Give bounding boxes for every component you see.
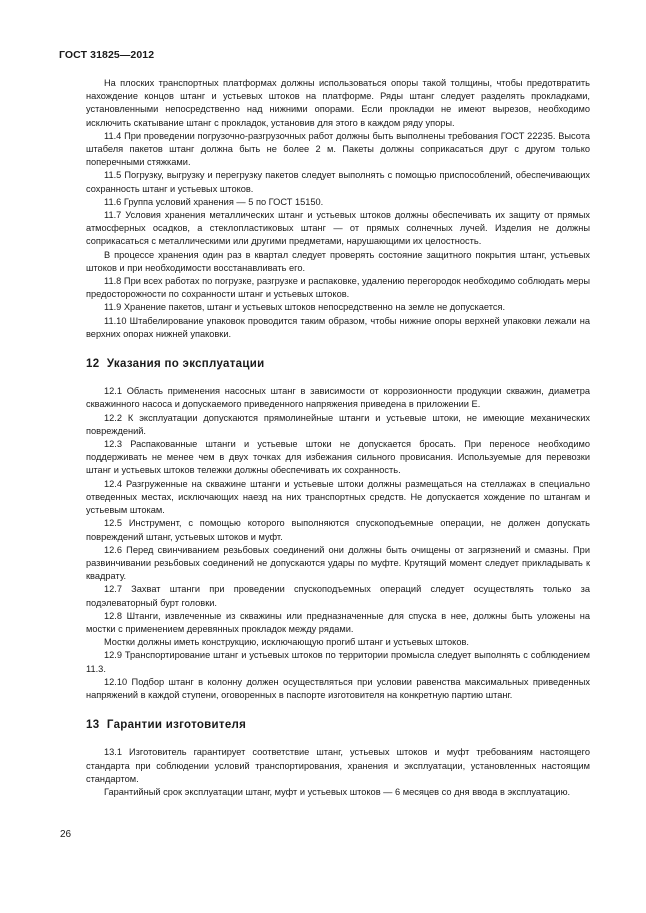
paragraph-12-8-bridges: Мостки должны иметь конструкцию, исключающую прогиб штанг и устьевых штоков. xyxy=(104,637,469,648)
paragraph-11-5: 11.5 Погрузку, выгрузку и перегрузку пакетов следует выполнять с помощью приспособлений, обеспечивающих сохранность штанг и устьевых штоков. xyxy=(86,170,590,194)
section-12-heading xyxy=(86,358,590,371)
document-code-header: ГОСТ 31825—2012 xyxy=(59,49,155,61)
paragraph-12-5: 12.5 Инструмент, с помощью которого выполняются спускоподъемные операции, не должен допускать повреждений штанг, устьевых штоков и муфт. xyxy=(86,518,590,542)
paragraph-11-10: 11.10 Штабелирование упаковок проводится таким образом, чтобы нижние опоры верхней упаковки лежали на верхних опорах нижней упаковки. xyxy=(86,315,590,339)
section-13-title: Гарантии изготовителя xyxy=(106,719,247,732)
paragraph-12-7: 12.7 Захват штанги при проведении спускоподъемных операций следует осуществлять только за подэлеваторный бурт головки. xyxy=(86,584,590,608)
document-body xyxy=(86,77,590,799)
paragraph-11-4: 11.4 При проведении погрузочно-разгрузочных работ должны быть выполнены требования ГОСТ 22235. Высота штабеля пакетов штанг должна быть не более 2 м. Пакеты должны соприкасаться друг с другом только поперечными стяжками. xyxy=(86,130,590,168)
paragraph-12-9: 12.9 Транспортирование штанг и устьевых штоков по территории промысла следует выполнять с соблюдением 11.3. xyxy=(86,650,590,674)
paragraph-12-2: 12.2 К эксплуатации допускаются прямолинейные штанги и устьевые штоки, не имеющие механических повреждений. xyxy=(86,412,590,436)
paragraph-12-6: 12.6 Перед свинчиванием резьбовых соединений они должны быть очищены от загрязнений и смазны. При развинчивании резьбовых соединений не допускаются удары по муфте. Крутящий момент следует прикладывать к квадрату. xyxy=(86,544,590,582)
paragraph-12-4: 12.4 Разгруженные на скважине штанги и устьевые штоки должны размещаться на стеллажах в специально отведенных местах, исключающих наезд на них транспортных средств. Не допускается хождение по штангам и устьевым штокам. xyxy=(86,478,590,516)
section-12-number: 12 xyxy=(86,358,100,371)
paragraph-12-1: 12.1 Область применения насосных штанг в зависимости от коррозионности продукции скважин, диаметра скважинного насоса и допускаемого приведенного напряжения приведена в приложении Е. xyxy=(86,386,590,410)
paragraph-13-1: 13.1 Изготовитель гарантирует соответствие штанг, устьевых штоков и муфт требованиям настоящего стандарта при соблюдении условий транспортирования, хранения и эксплуатации, установленных настоящим стандартом. xyxy=(86,747,590,784)
paragraph-11-3-cont: На плоских транспортных платформах должны использоваться опоры такой толщины, чтобы предотвратить нахождение концов штанг и устьевых штоков на платформе. Ряды штанг следует разделять прокладками, установленными непосредственно над нижними опорами. Если прокладки не имеют вырезов, необходимо исключить скатывание штанг с прокладок, установив для этого в каждом ряду упоры. xyxy=(86,78,590,128)
paragraph-11-7: 11.7 Условия хранения металлических штанг и устьевых штоков должны обеспечивать их защиту от прямых атмосферных осадков, а стеклопластиковых штанг — от прямых солнечных лучей. Изделия не должны соприкасаться с металлическими или другими предметами, нарушающими их целостность. xyxy=(86,210,590,247)
section-12-title: Указания по эксплуатации xyxy=(106,358,265,371)
paragraph-12-8: 12.8 Штанги, извлеченные из скважины или предназначенные для спуска в нее, должны быть уложены на мостки с применением деревянных прокладок между рядами. xyxy=(86,610,590,634)
paragraph-13-warranty: Гарантийный срок эксплуатации штанг, муфт и устьевых штоков — 6 месяцев со дня ввода в эксплуатацию. xyxy=(104,786,571,797)
page-number: 26 xyxy=(60,829,72,840)
section-13-number: 13 xyxy=(86,719,100,732)
paragraph-11-7-storage: В процессе хранения один раз в квартал следует проверять состояние защитного покрытия штанг, устьевых штоков и при необходимости восстанавливать его. xyxy=(86,249,590,273)
paragraph-11-8: 11.8 При всех работах по погрузке, разгрузке и распаковке, удалению перегородок необходимо соблюдать меры предосторожности по сохранности штанг и устьевых штоков. xyxy=(86,276,590,300)
paragraph-11-9: 11.9 Хранение пакетов, штанг и устьевых штоков непосредственно на земле не допускается. xyxy=(104,302,506,313)
paragraph-12-3: 12.3 Распакованные штанги и устьевые штоки не допускается бросать. При переносе необходимо поддерживать не менее чем в двух точках для избежания сильного провисания. Используемые для перевозки штанг и устьевых штоков тележки должны обеспечивать их сохранность. xyxy=(86,439,590,476)
paragraph-12-10: 12.10 Подбор штанг в колонну должен осуществляться при условии равенства максимальных приведенных напряжений в каждой ступени, оговоренных в паспорте изготовителя на конкретную партию штанг. xyxy=(86,676,590,700)
section-13-heading xyxy=(86,719,590,732)
paragraph-11-6: 11.6 Группа условий хранения — 5 по ГОСТ 15150. xyxy=(104,196,324,207)
